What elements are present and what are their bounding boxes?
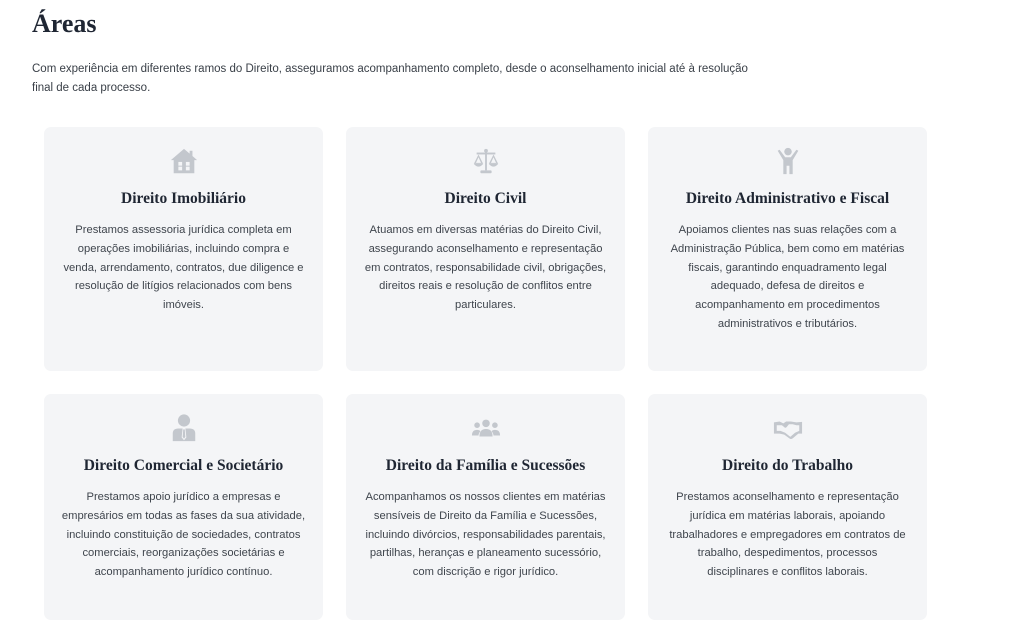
person-icon xyxy=(773,146,803,176)
areas-grid xyxy=(44,127,928,620)
area-title: Direito da Família e Sucessões xyxy=(385,457,586,474)
area-card-imobiliario xyxy=(44,127,323,371)
area-description: Acompanhamos os nossos clientes em matérias sensíveis de Direito da Família e Sucessões, incluindo divórcios, responsabilidades parentais, partilhas, heranças e planeamento sucessório, com discrição e rigor jurídico. xyxy=(365,491,606,579)
area-card-administrativo xyxy=(648,127,927,371)
house-icon xyxy=(169,146,199,176)
page-title: Áreas xyxy=(32,9,97,38)
area-description: Apoiamos clientes nas suas relações com a Administração Pública, bem como em matérias fiscais, garantindo enquadramento legal adequado, defesa de direitos e acompanhamento em procedimentos administrativos e tributários. xyxy=(670,224,905,330)
area-title: Direito Civil xyxy=(444,190,527,207)
area-title: Direito Comercial e Societário xyxy=(83,457,284,474)
area-description: Prestamos apoio jurídico a empresas e empresários em todas as fases da sua atividade, incluindo constituição de sociedades, contratos comerciais, reorganizações societárias e acompanhamento jurídico contínuo. xyxy=(61,491,306,579)
area-title: Direito Administrativo e Fiscal xyxy=(685,190,890,207)
area-card-familia xyxy=(346,394,625,620)
area-card-comercial xyxy=(44,394,323,620)
area-description: Prestamos aconselhamento e representação jurídica em matérias laborais, apoiando trabalhadores e empregadores em contratos de trabalho, despedimentos, processos disciplinares e conflitos laborais. xyxy=(669,491,906,579)
section-intro: Com experiência em diferentes ramos do Direito, asseguramos acompanhamento completo, desde o aconselhamento inicial até à resolução final de cada processo. xyxy=(32,63,748,94)
handshake-icon xyxy=(773,413,803,443)
scale-icon xyxy=(471,146,501,176)
area-description: Atuamos em diversas matérias do Direito Civil, assegurando aconselhamento e representação em contratos, responsabilidade civil, obrigações, direitos reais e resolução de conflitos entre particulares. xyxy=(364,224,607,312)
area-card-trabalho xyxy=(648,394,927,620)
area-title: Direito Imobiliário xyxy=(121,190,246,207)
area-title: Direito do Trabalho xyxy=(722,457,853,474)
businessman-icon xyxy=(169,413,199,443)
area-description: Prestamos assessoria jurídica completa em operações imobiliárias, incluindo compra e venda, arrendamento, contratos, due diligence e resolução de litígios relacionados com bens imóveis. xyxy=(63,224,304,312)
family-icon xyxy=(471,413,501,443)
area-card-civil xyxy=(346,127,625,371)
